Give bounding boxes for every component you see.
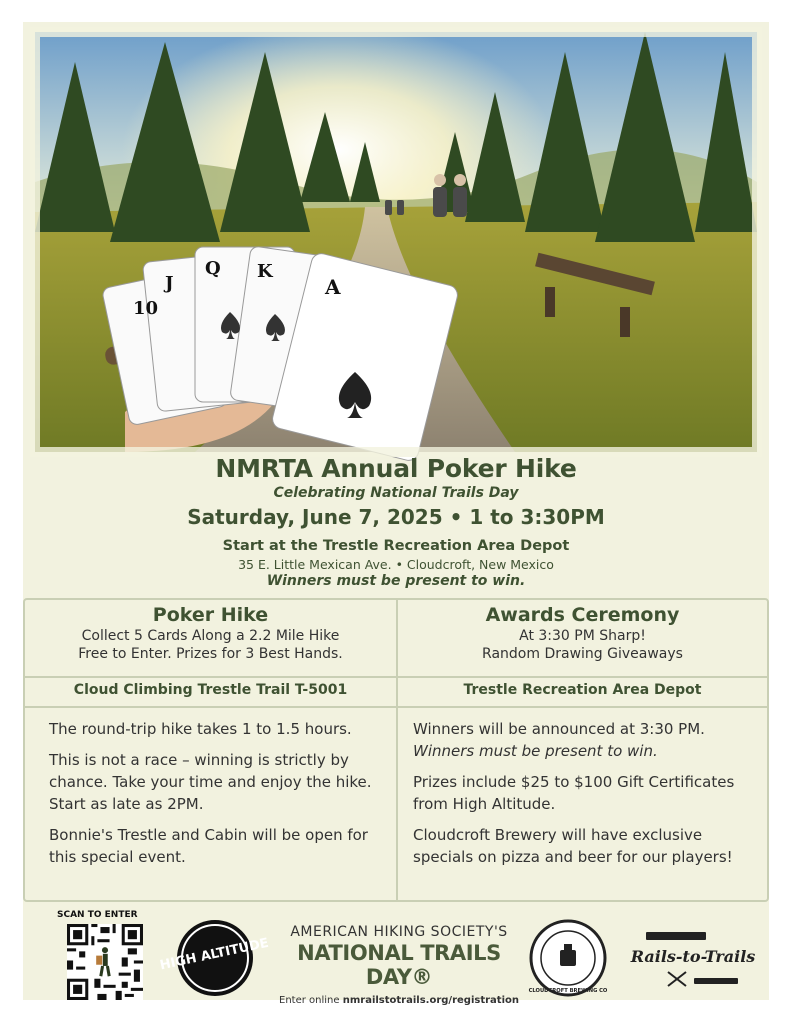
card-queen-label: Q: [205, 258, 221, 279]
row-divider-bottom: [25, 706, 767, 708]
event-subtitle: Celebrating National Trails Day: [273, 485, 519, 501]
sponsor-footer: [23, 902, 769, 1006]
registration-line: [279, 995, 519, 1006]
rails-to-trails-logo-text: Rails-to-Trails: [630, 947, 756, 966]
card-ten-label: 10: [133, 298, 159, 319]
card-ace-label: A: [325, 275, 341, 299]
poker-hike-details: [49, 718, 379, 877]
card-king-label: K: [257, 261, 273, 282]
registration-qr-code[interactable]: [67, 924, 143, 1000]
card-jack-label: J: [165, 273, 174, 294]
cloudcroft-brewing-logo: [528, 918, 608, 998]
poker-hike-line2: Free to Enter. Prizes for 3 Best Hands.: [78, 646, 343, 662]
poker-hike-paragraph-3: Bonnie's Trestle and Cabin will be open for this special event.: [49, 826, 368, 866]
poker-hike-location: Cloud Climbing Trestle Trail T-5001: [73, 682, 348, 698]
awards-line1: At 3:30 PM Sharp!: [519, 628, 646, 644]
scan-to-enter-label: SCAN TO ENTER: [57, 910, 138, 920]
poker-hike-paragraph-1: The round-trip hike takes 1 to 1.5 hours.: [49, 720, 352, 738]
trail-scene-image: [35, 32, 757, 452]
hero-illustration: [35, 32, 757, 452]
rails-to-trails-logo: [630, 924, 756, 994]
national-trails-day-logo: [279, 924, 519, 1006]
ahs-org-name: AMERICAN HIKING SOCIETY'S: [290, 924, 508, 940]
awards-details: [413, 718, 763, 877]
event-winners-note: Winners must be present to win.: [266, 573, 526, 589]
awards-section: [397, 600, 768, 662]
cloudcroft-brewing-logo-text: CLOUDCROFT BREWING CO: [528, 988, 608, 994]
poker-hike-section: [25, 600, 396, 662]
awards-paragraph-1: Winners will be announced at 3:30 PM.: [413, 720, 705, 738]
awards-location: Trestle Recreation Area Depot: [463, 682, 702, 698]
awards-line2: Random Drawing Giveaways: [482, 646, 683, 662]
high-altitude-logo-text: HIGH ALTITUDE: [158, 935, 271, 974]
awards-paragraph-2: Prizes include $25 to $100 Gift Certificates from High Altitude.: [413, 773, 735, 813]
event-start: Start at the Trestle Recreation Area Depot: [222, 538, 570, 554]
registration-url[interactable]: nmrailstotrails.org/registration: [342, 995, 519, 1006]
poker-hike-title: Poker Hike: [152, 604, 269, 626]
registration-prefix: Enter online: [279, 995, 343, 1006]
event-address: 35 E. Little Mexican Ave. • Cloudcroft, New Mexico: [238, 557, 554, 572]
event-header: [23, 452, 769, 589]
event-title: NMRTA Annual Poker Hike: [215, 454, 577, 483]
info-grid: [23, 598, 769, 902]
awards-paragraph-3: Cloudcroft Brewery will have exclusive specials on pizza and beer for our players!: [413, 826, 733, 866]
row-divider-top: [25, 676, 767, 678]
awards-paragraph-1-note: Winners must be present to win.: [413, 742, 658, 760]
ahs-event-name: NATIONAL TRAILS DAY®: [297, 941, 501, 989]
awards-title: Awards Ceremony: [485, 604, 680, 626]
poker-hike-paragraph-2: This is not a race – winning is strictly by chance. Take your time and enjoy the hike. Start as late as 2PM.: [49, 751, 372, 813]
event-date: Saturday, June 7, 2025 • 1 to 3:30PM: [187, 505, 605, 529]
poker-hike-line1: Collect 5 Cards Along a 2.2 Mile Hike: [81, 628, 340, 644]
flyer: [23, 22, 769, 1006]
high-altitude-logo: [158, 918, 271, 998]
